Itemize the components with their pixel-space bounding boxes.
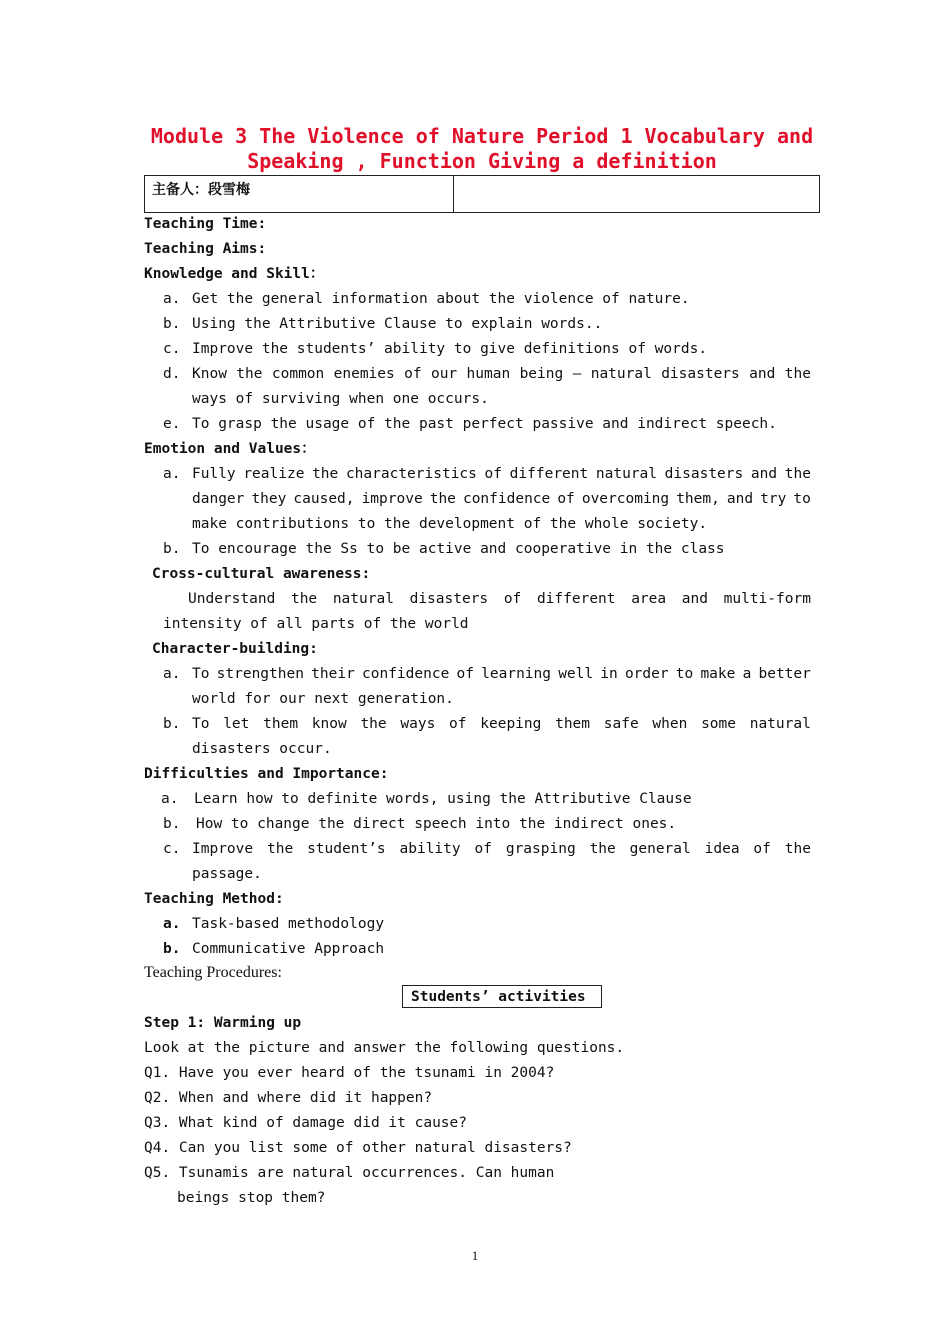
word: natural	[590, 366, 652, 382]
list-item: Using the Attributive Clause to explain words..	[192, 316, 603, 332]
cross-cultural-heading: Cross-cultural awareness:	[152, 566, 371, 582]
list-marker: c.	[163, 841, 181, 857]
list-item	[192, 662, 811, 687]
word: of	[456, 666, 474, 682]
word: student’s	[307, 841, 386, 857]
list-marker: a.	[163, 916, 181, 932]
word: the	[360, 716, 387, 732]
word: ways	[400, 716, 436, 732]
list-item: Get the general information about the violence of nature.	[192, 291, 690, 307]
word: and	[681, 591, 708, 607]
list-item: Communicative Approach	[192, 941, 385, 957]
question-item-continuation: beings stop them?	[177, 1190, 326, 1206]
list-marker: a.	[163, 666, 181, 682]
word: them	[263, 716, 299, 732]
list-item: Task-based methodology	[192, 916, 385, 932]
list-marker: d.	[163, 366, 181, 382]
word: their	[311, 666, 355, 682]
list-item	[192, 362, 811, 387]
list-item-continuation: passage.	[192, 866, 262, 882]
list-item: Learn how to definite words, using the Attributive Clause	[194, 791, 692, 807]
word: of	[449, 716, 467, 732]
word: common	[271, 366, 325, 382]
step1-intro: Look at the picture and answer the following questions.	[144, 1040, 625, 1056]
word: order	[624, 666, 669, 682]
list-item-continuation: ways of surviving when one occurs.	[192, 391, 489, 407]
word: enemies	[333, 366, 395, 382]
word: to	[675, 666, 694, 682]
blank-cell	[454, 176, 819, 212]
word: To	[192, 716, 210, 732]
word: general	[629, 841, 691, 857]
word: strengthen	[216, 666, 304, 682]
word: human	[466, 366, 511, 382]
word: the	[266, 841, 294, 857]
list-item: Improve the students’ ability to give definitions of words.	[192, 341, 708, 357]
word: the	[784, 366, 811, 382]
word: danger	[192, 491, 245, 507]
word: when	[652, 716, 688, 732]
word: them,	[676, 491, 720, 507]
list-marker: b.	[163, 941, 181, 957]
teaching-method-heading: Teaching Method:	[144, 891, 284, 907]
list-marker: b.	[163, 716, 181, 732]
word: try	[760, 491, 787, 507]
knowledge-skill-heading: Knowledge and Skill：	[144, 266, 325, 282]
word: know	[311, 716, 347, 732]
emotion-values-heading: Emotion and Values：	[144, 441, 316, 457]
question-item: Q5. Tsunamis are natural occurrences. Can human	[144, 1165, 555, 1181]
word: let	[223, 716, 250, 732]
word: our	[430, 366, 458, 382]
word: Know	[192, 366, 227, 382]
word: improve	[361, 491, 423, 507]
paragraph-line	[188, 587, 811, 612]
question-item: Q2. When and where did it happen?	[144, 1090, 433, 1106]
word: the	[784, 841, 811, 857]
word: overcoming	[581, 491, 670, 507]
word: and	[750, 466, 778, 482]
word: Improve	[192, 841, 254, 857]
character-building-heading: Character-building:	[152, 641, 318, 657]
word: realize	[243, 466, 305, 482]
word: the	[784, 466, 811, 482]
word: in	[600, 666, 618, 682]
word: confidence	[462, 491, 551, 507]
word: Fully	[192, 466, 236, 482]
word: keeping	[480, 716, 542, 732]
title-line-1: Module 3 The Violence of Nature Period 1 Vocabulary and	[150, 124, 814, 148]
list-marker: c.	[163, 341, 181, 357]
word: of	[484, 466, 503, 482]
question-item: Q4. Can you list some of other natural disasters?	[144, 1140, 572, 1156]
word: disasters	[664, 466, 744, 482]
word: confidence	[362, 666, 450, 682]
teaching-procedures-heading: Teaching Procedures:	[144, 964, 282, 981]
list-item	[192, 712, 811, 737]
word: the	[290, 591, 318, 607]
page-number: 1	[471, 1248, 479, 1263]
word: idea	[704, 841, 740, 857]
question-item: Q3. What kind of damage did it cause?	[144, 1115, 468, 1131]
list-marker: a.	[161, 791, 179, 807]
list-item: How to change the direct speech into the indirect ones.	[196, 816, 677, 832]
list-marker: a.	[163, 291, 181, 307]
word: them	[555, 716, 591, 732]
list-item-continuation: make contributions to the development of the whole society.	[192, 516, 708, 532]
list-item: To encourage the Ss to be active and cooperative in the class	[192, 541, 725, 557]
word: to	[793, 491, 811, 507]
word: of	[557, 491, 575, 507]
list-marker: b.	[163, 316, 181, 332]
word: make	[700, 666, 736, 682]
word: the	[236, 366, 263, 382]
word: well	[558, 666, 594, 682]
word: some	[701, 716, 736, 732]
word: different	[536, 591, 616, 607]
preparer-cell: 主备人：段雪梅	[145, 176, 454, 212]
word: different	[509, 466, 589, 482]
word: learning	[481, 666, 551, 682]
list-marker: b.	[163, 816, 181, 832]
word: area	[631, 591, 667, 607]
list-marker: b.	[163, 541, 181, 557]
students-activities-box: Students’ activities	[402, 985, 602, 1008]
word: of	[753, 841, 771, 857]
list-item	[192, 462, 811, 487]
list-item: To grasp the usage of the past perfect passive and indirect speech.	[192, 416, 777, 432]
list-marker: a.	[163, 466, 181, 482]
word: natural	[595, 466, 658, 482]
teaching-time-heading: Teaching Time:	[144, 216, 267, 232]
header-table	[144, 175, 820, 213]
word: grasping	[505, 841, 576, 857]
list-item-continuation	[192, 487, 811, 512]
list-item-continuation: disasters occur.	[192, 741, 332, 757]
word: To	[192, 666, 210, 682]
word: caused,	[293, 491, 355, 507]
word: the	[312, 466, 339, 482]
word: –	[572, 366, 582, 382]
list-item-continuation: world for our next generation.	[192, 691, 454, 707]
step1-heading: Step 1: Warming up	[144, 1015, 302, 1031]
word: better	[758, 666, 811, 682]
word: natural	[749, 716, 811, 732]
list-item	[192, 837, 811, 862]
word: the	[429, 491, 456, 507]
word: and	[749, 366, 776, 382]
word: they	[251, 491, 287, 507]
word: disasters	[661, 366, 740, 382]
word: of	[474, 841, 492, 857]
word: multi-form	[723, 591, 811, 607]
question-item: Q1. Have you ever heard of the tsunami in 2004?	[144, 1065, 555, 1081]
word: and	[726, 491, 754, 507]
word: disasters	[409, 591, 489, 607]
title-line-2: Speaking , Function Giving a definition	[247, 149, 717, 173]
word: of	[503, 591, 522, 607]
teaching-aims-heading: Teaching Aims:	[144, 241, 267, 257]
word: natural	[332, 591, 394, 607]
word: a	[742, 666, 752, 682]
word: being	[519, 366, 564, 382]
word: ability	[399, 841, 461, 857]
list-marker: e.	[163, 416, 181, 432]
word: Understand	[188, 591, 276, 607]
word: the	[589, 841, 616, 857]
word: of	[404, 366, 422, 382]
paragraph-line: intensity of all parts of the world	[163, 616, 469, 632]
word: characteristics	[345, 466, 477, 482]
word: safe	[603, 716, 639, 732]
difficulties-heading: Difficulties and Importance:	[144, 766, 389, 782]
document-title	[144, 124, 820, 174]
